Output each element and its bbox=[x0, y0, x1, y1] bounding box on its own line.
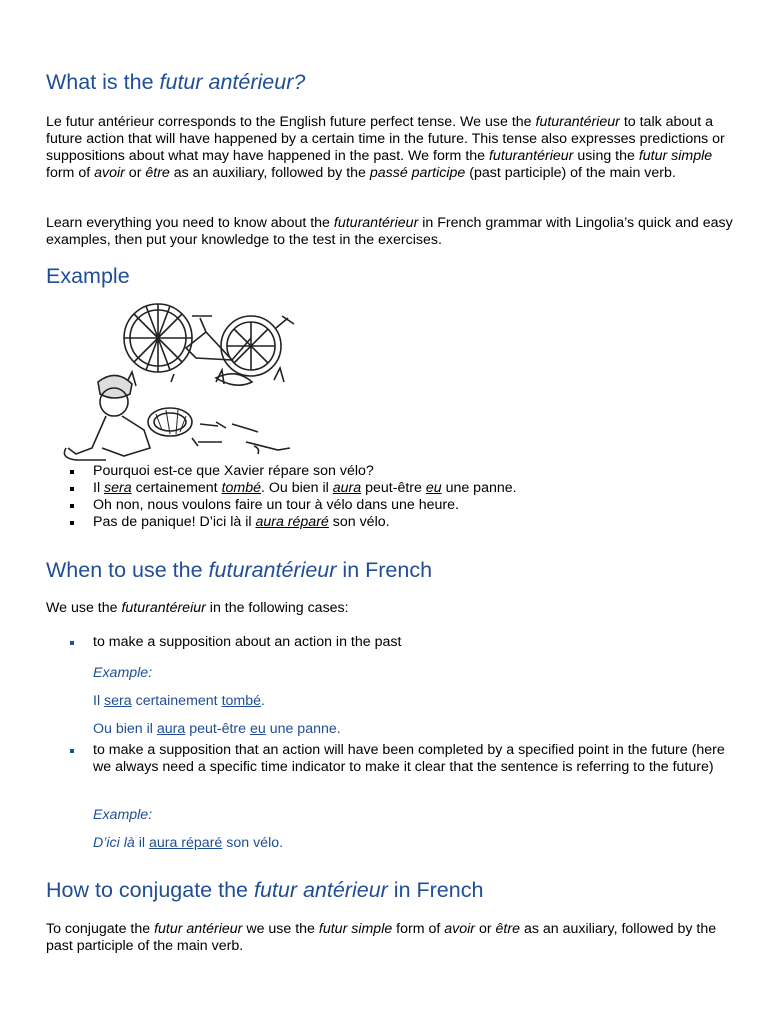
example-bullet bbox=[68, 497, 517, 514]
text-run: aura réparé bbox=[148, 835, 223, 851]
heading-example: Example bbox=[46, 264, 130, 288]
text-run: avoir bbox=[444, 921, 476, 937]
text-run: futurantérieur bbox=[488, 148, 574, 164]
boy-repairing-bicycle-illustration bbox=[46, 298, 296, 464]
text-run: tombé bbox=[221, 693, 261, 709]
text-run: sera bbox=[104, 693, 132, 709]
example-label-text: Example: bbox=[93, 665, 153, 681]
text-run: Learn everything you need to know about the bbox=[46, 215, 334, 231]
text-run: we use the bbox=[242, 921, 319, 937]
text-run: D’ici là bbox=[93, 835, 135, 851]
text-run: Le futur antérieur corresponds to the English future perfect tense. We use the bbox=[46, 114, 536, 130]
example-label bbox=[93, 807, 152, 824]
example-bullet-list bbox=[68, 463, 517, 531]
cases-intro bbox=[46, 600, 736, 617]
heading-text: in French bbox=[387, 878, 484, 902]
text-run: aura bbox=[332, 480, 362, 496]
case-list-1 bbox=[68, 634, 728, 651]
text-run: futur simple bbox=[638, 148, 713, 164]
heading-how-to-conjugate bbox=[46, 878, 483, 903]
text-run: aura réparé bbox=[255, 514, 329, 530]
text-run: il bbox=[134, 835, 149, 851]
text-run: to talk about a future action that will have happened by a certain time in the future. This tense also expresses predictions or suppositions about what may have happened in the past. We form the bbox=[46, 114, 725, 164]
case1-example-1 bbox=[93, 693, 265, 710]
example-bullet bbox=[68, 480, 517, 497]
heading-text: When to use the bbox=[46, 558, 209, 582]
text-run: avoir bbox=[94, 165, 125, 181]
heading-text: in French bbox=[336, 558, 433, 582]
text-run: son vélo. bbox=[222, 835, 284, 851]
heading-what-is bbox=[46, 70, 305, 95]
text-run: We use the bbox=[46, 600, 122, 616]
text-run: tombé bbox=[221, 480, 261, 496]
text-run: Il bbox=[93, 480, 105, 496]
text-run: être bbox=[495, 921, 520, 937]
text-run: as an auxiliary, followed by the bbox=[169, 165, 370, 181]
example-label bbox=[93, 665, 152, 682]
text-run: une panne. bbox=[265, 721, 341, 737]
text-run: using the bbox=[573, 148, 639, 164]
heading-when-to-use bbox=[46, 558, 432, 583]
text-run: futurantérieur bbox=[333, 215, 419, 231]
text-run: in French grammar with Lingolia’s quick and easy examples, then put your knowledge to the test in the exercises. bbox=[46, 215, 733, 248]
heading-italic: futurantérieur bbox=[208, 558, 337, 582]
text-run: form of bbox=[46, 165, 95, 181]
text-run: . Ou bien il bbox=[261, 480, 333, 496]
text-run: certainement bbox=[131, 480, 222, 496]
text-run: futurantéreiur bbox=[121, 600, 206, 616]
conjugate-paragraph bbox=[46, 921, 736, 955]
heading-italic: futur antérieur? bbox=[159, 70, 306, 94]
text-run: . bbox=[261, 693, 265, 709]
text-run: futurantérieur bbox=[535, 114, 620, 130]
heading-italic: futur antérieur bbox=[253, 878, 388, 902]
example-bullet bbox=[68, 514, 517, 531]
text-run: Oh non, nous voulons faire un tour à vélo dans une heure. bbox=[93, 497, 459, 513]
text-run: Pourquoi est-ce que Xavier répare son vélo? bbox=[93, 463, 374, 479]
text-run: as an auxiliary, followed by the past participle of the main verb. bbox=[46, 921, 717, 954]
intro-paragraph bbox=[46, 114, 736, 182]
text-run: Ou bien il bbox=[93, 721, 157, 737]
text-run: or bbox=[124, 165, 146, 181]
text-run: son vélo. bbox=[328, 514, 390, 530]
text-run: peut-être bbox=[185, 721, 250, 737]
heading-text: How to conjugate the bbox=[46, 878, 254, 902]
text-run: eu bbox=[249, 721, 266, 737]
text-run: sera bbox=[104, 480, 132, 496]
text-run: Pas de panique! D’ici là il bbox=[93, 514, 256, 530]
text-run: passé participe bbox=[369, 165, 466, 181]
text-run: eu bbox=[425, 480, 442, 496]
text-run: être bbox=[145, 165, 170, 181]
example-bullet bbox=[68, 463, 517, 480]
text-run: futur antérieur bbox=[154, 921, 243, 937]
text-run: form of bbox=[392, 921, 445, 937]
case2-example bbox=[93, 835, 283, 852]
case-bullet: to make a supposition that an action will have been completed by a specified point in the future (here we always need a specific time indicator to make it clear that the sentence is referring to the future) bbox=[68, 742, 728, 776]
case-list-2 bbox=[68, 742, 728, 776]
case1-example-2 bbox=[93, 721, 341, 738]
text-run: futur simple bbox=[318, 921, 393, 937]
case-bullet: to make a supposition about an action in the past bbox=[68, 634, 728, 651]
text-run: certainement bbox=[131, 693, 222, 709]
text-run: or bbox=[475, 921, 496, 937]
text-run: peut-être bbox=[361, 480, 426, 496]
text-run: une panne. bbox=[441, 480, 517, 496]
text-run: aura bbox=[156, 721, 186, 737]
text-run: (past participle) of the main verb. bbox=[465, 165, 676, 181]
text-run: To conjugate the bbox=[46, 921, 155, 937]
heading-text: What is the bbox=[46, 70, 160, 94]
text-run: in the following cases: bbox=[205, 600, 349, 616]
text-run: Il bbox=[93, 693, 105, 709]
learn-paragraph bbox=[46, 215, 736, 249]
example-label-text: Example: bbox=[93, 807, 153, 823]
